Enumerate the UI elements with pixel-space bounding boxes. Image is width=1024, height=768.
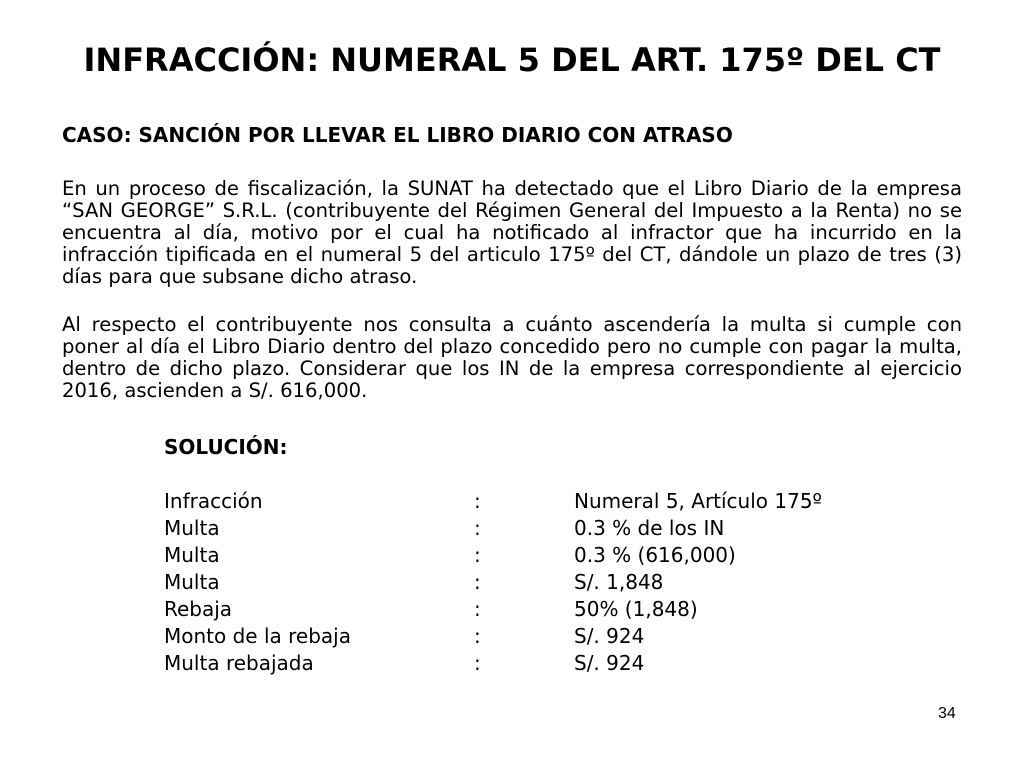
solution-heading: SOLUCIÓN: xyxy=(164,435,288,459)
solution-value: 50% (1,848) xyxy=(574,597,698,621)
solution-row-multa-3 xyxy=(164,569,924,596)
case-paragraph-2: Al respecto el contribuyente nos consulta a cuánto ascendería la multa si cumple con poner al día el Libro Diario dentro del plazo concedido pero no cumple con pagar la multa, dentro de dicho plazo. Considerar que los IN de la empresa correspondiente al ejercicio 2016, ascienden a S/. 616,000. xyxy=(62,313,962,402)
solution-label: Rebaja xyxy=(164,597,233,621)
case-heading: CASO: SANCIÓN POR LLEVAR EL LIBRO DIARIO CON ATRASO xyxy=(62,123,733,147)
solution-row-multa-rebajada xyxy=(164,650,924,677)
page-number: 34 xyxy=(938,705,956,722)
solution-row-multa-2 xyxy=(164,542,924,569)
solution-colon: : xyxy=(474,624,481,648)
solution-label: Infracción xyxy=(164,489,263,513)
solution-row-monto-rebaja xyxy=(164,623,924,650)
solution-label: Monto de la rebaja xyxy=(164,624,351,648)
solution-label: Multa xyxy=(164,570,220,594)
solution-value: 0.3 % de los IN xyxy=(574,516,725,540)
solution-label: Multa xyxy=(164,543,220,567)
solution-value: S/. 924 xyxy=(574,651,645,675)
solution-colon: : xyxy=(474,543,481,567)
solution-colon: : xyxy=(474,516,481,540)
solution-row-multa-1 xyxy=(164,515,924,542)
solution-colon: : xyxy=(474,570,481,594)
solution-colon: : xyxy=(474,489,481,513)
solution-value: S/. 1,848 xyxy=(574,570,664,594)
solution-value: Numeral 5, Artículo 175º xyxy=(574,489,822,513)
solution-row-infraccion xyxy=(164,488,924,515)
solution-label: Multa xyxy=(164,516,220,540)
solution-table xyxy=(164,488,924,677)
solution-colon: : xyxy=(474,597,481,621)
solution-row-rebaja xyxy=(164,596,924,623)
solution-value: 0.3 % (616,000) xyxy=(574,543,736,567)
solution-label: Multa rebajada xyxy=(164,651,314,675)
case-paragraph-1: En un proceso de fiscalización, la SUNAT ha detectado que el Libro Diario de la empresa “SAN GEORGE” S.R.L. (contribuyente del Régimen General del Impuesto a la Renta) no se encuentra al día, motivo por el cual ha notificado al infractor que ha incurrido en la infracción tipificada en el numeral 5 del articulo 175º del CT, dándole un plazo de tres (3) días para que subsane dicho atraso. xyxy=(62,177,962,288)
slide-title: INFRACCIÓN: NUMERAL 5 DEL ART. 175º DEL CT xyxy=(83,41,941,79)
solution-colon: : xyxy=(474,651,481,675)
solution-value: S/. 924 xyxy=(574,624,645,648)
